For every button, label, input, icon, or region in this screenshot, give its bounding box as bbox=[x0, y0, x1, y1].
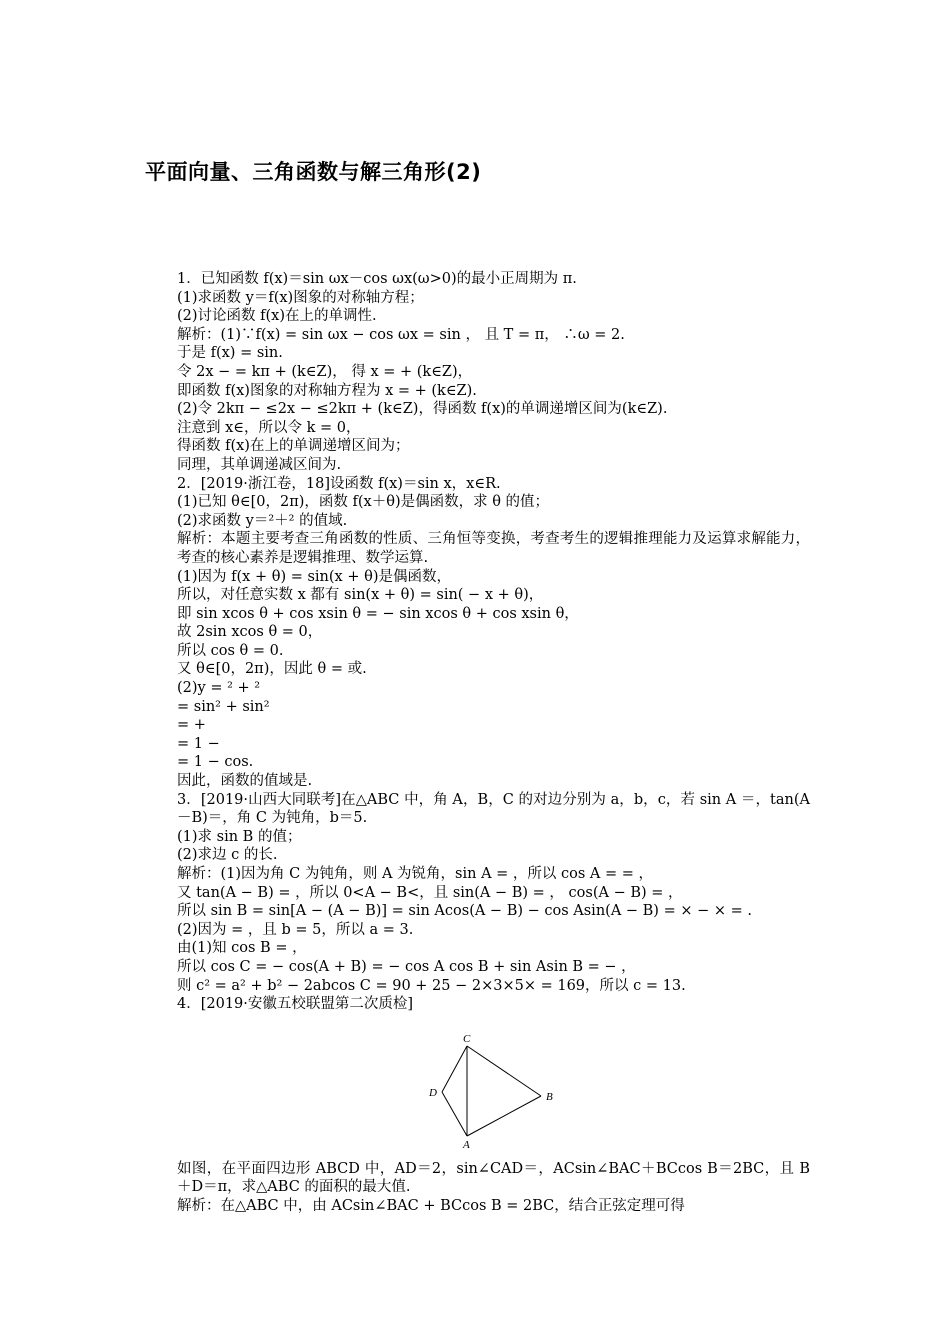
solution-1-line-4: 即函数 f(x)图象的对称轴方程为 x = + (k∈Z). bbox=[177, 382, 477, 399]
document-body bbox=[145, 270, 810, 1216]
problem-1-part-2: (2)讨论函数 f(x)在上的单调性. bbox=[177, 308, 377, 325]
solution-1-line-8: 同理，其单调递减区间为. bbox=[177, 456, 342, 473]
problem-1-statement: 1．已知函数 f(x)＝sin ωx－cos ωx(ω>0)的最小正周期为 π. bbox=[177, 271, 577, 287]
solution-1-line-2: 于是 f(x) = sin. bbox=[177, 345, 283, 362]
vertex-label-d: D bbox=[429, 1086, 437, 1099]
solution-2-line-5: 所以 cos θ = 0. bbox=[177, 642, 284, 659]
edge-da bbox=[442, 1092, 467, 1136]
quadrilateral-figure bbox=[145, 1034, 810, 1150]
solution-2-line-2: 所以，对任意实数 x 都有 sin(x + θ) = sin( − x + θ)， bbox=[177, 587, 544, 604]
solution-4-line-1: 解析：在△ABC 中，由 ACsin∠BAC + BCcos B = 2BC，结合正弦定理可得 bbox=[177, 1197, 685, 1214]
solution-2-line-11: = 1 − cos. bbox=[177, 754, 254, 771]
solution-2-line-7: (2)y = ² + ² bbox=[177, 680, 261, 697]
solution-3-line-7: 则 c² = a² + b² − 2abcos C = 90 + 25 − 2×3×5× = 169，所以 c = 13. bbox=[177, 977, 686, 994]
vertex-label-b: B bbox=[546, 1090, 553, 1103]
solution-3-line-4: (2)因为 = ，且 b = 5，所以 a = 3. bbox=[177, 921, 414, 938]
solution-2-line-4: 故 2sin xcos θ = 0， bbox=[177, 624, 323, 641]
solution-3-line-5: 由(1)知 cos B = ， bbox=[177, 940, 307, 957]
problem-3-part-1: (1)求 sin B 的值； bbox=[177, 828, 302, 845]
vertex-label-a: A bbox=[463, 1138, 470, 1150]
solution-2-line-1: (1)因为 f(x + θ) = sin(x + θ)是偶函数， bbox=[177, 568, 451, 585]
solution-2-line-9: = + bbox=[177, 717, 206, 734]
problem-2-statement: 2．[2019·浙江卷，18]设函数 f(x)＝sin x，x∈R. bbox=[177, 475, 501, 492]
solution-1-line-6: 注意到 x∈，所以令 k = 0， bbox=[177, 419, 361, 436]
solution-2-line-8: = sin² + sin² bbox=[177, 698, 270, 715]
solution-1-line-7: 得函数 f(x)在上的单调递增区间为； bbox=[177, 438, 410, 455]
solution-2-line-10: = 1 − bbox=[177, 735, 220, 752]
page-title: 平面向量、三角函数与解三角形(2) bbox=[145, 160, 482, 184]
edge-ba bbox=[467, 1096, 541, 1136]
problem-3-statement: 3．[2019·山西大同联考]在△ABC 中，角 A，B，C 的对边分别为 a，b，c，若 sin A ＝，tan(A－B)＝，角 C 为钝角，b＝5. bbox=[177, 791, 810, 827]
problem-4-statement: 如图，在平面四边形 ABCD 中，AD＝2，sin∠CAD＝，ACsin∠BAC＋BCcos B＝2BC，且 B＋D＝π，求△ABC 的面积的最大值. bbox=[177, 1160, 810, 1196]
problem-2-part-1: (1)已知 θ∈[0，2π)，函数 f(x＋θ)是偶函数，求 θ 的值； bbox=[177, 494, 550, 511]
problem-1-part-1: (1)求函数 y＝f(x)图象的对称轴方程； bbox=[177, 289, 424, 306]
solution-3-line-3: 所以 sin B = sin[A − (A − B)] = sin Acos(A − B) − cos Asin(A − B) = × − × = . bbox=[177, 903, 752, 920]
solution-1-line-1: 解析：(1)∵f(x) = sin ωx − cos ωx = sin ， 且 T = π， ∴ω = 2. bbox=[177, 326, 625, 343]
problem-2-part-2: (2)求函数 y＝²＋² 的值域. bbox=[177, 512, 348, 529]
solution-2-intro: 解析：本题主要考查三角函数的性质、三角恒等变换，考查考生的逻辑推理能力及运算求解能力，考查的核心素养是逻辑推理、数学运算. bbox=[177, 531, 810, 566]
problem-4-source: 4．[2019·安徽五校联盟第二次质检] bbox=[177, 996, 414, 1013]
edge-cd bbox=[442, 1046, 467, 1092]
solution-3-line-2: 又 tan(A − B) = ，所以 0<A − B<，且 sin(A − B) = ， cos(A − B) = ， bbox=[177, 884, 683, 901]
solution-2-line-3: 即 sin xcos θ + cos xsin θ = − sin xcos θ + cos xsin θ， bbox=[177, 605, 579, 622]
solution-2-line-6: 又 θ∈[0，2π)，因此 θ = 或. bbox=[177, 661, 367, 678]
edge-cb bbox=[467, 1046, 541, 1096]
quadrilateral-diagram bbox=[421, 1034, 561, 1150]
solution-1-line-5: (2)令 2kπ − ≤2x − ≤2kπ + (k∈Z)，得函数 f(x)的单调递增区间为(k∈Z). bbox=[177, 401, 668, 418]
solution-3-line-1: 解析：(1)因为角 C 为钝角，则 A 为锐角，sin A = ，所以 cos A = = ， bbox=[177, 866, 654, 882]
solution-3-line-6: 所以 cos C = − cos(A + B) = − cos A cos B + sin Asin B = − ， bbox=[177, 958, 636, 975]
problem-3-part-2: (2)求边 c 的长. bbox=[177, 847, 278, 864]
solution-2-line-12: 因此，函数的值域是. bbox=[177, 773, 313, 790]
solution-1-line-3: 令 2x − = kπ + (k∈Z)， 得 x = + (k∈Z)， bbox=[177, 363, 473, 380]
vertex-label-c: C bbox=[463, 1033, 471, 1045]
